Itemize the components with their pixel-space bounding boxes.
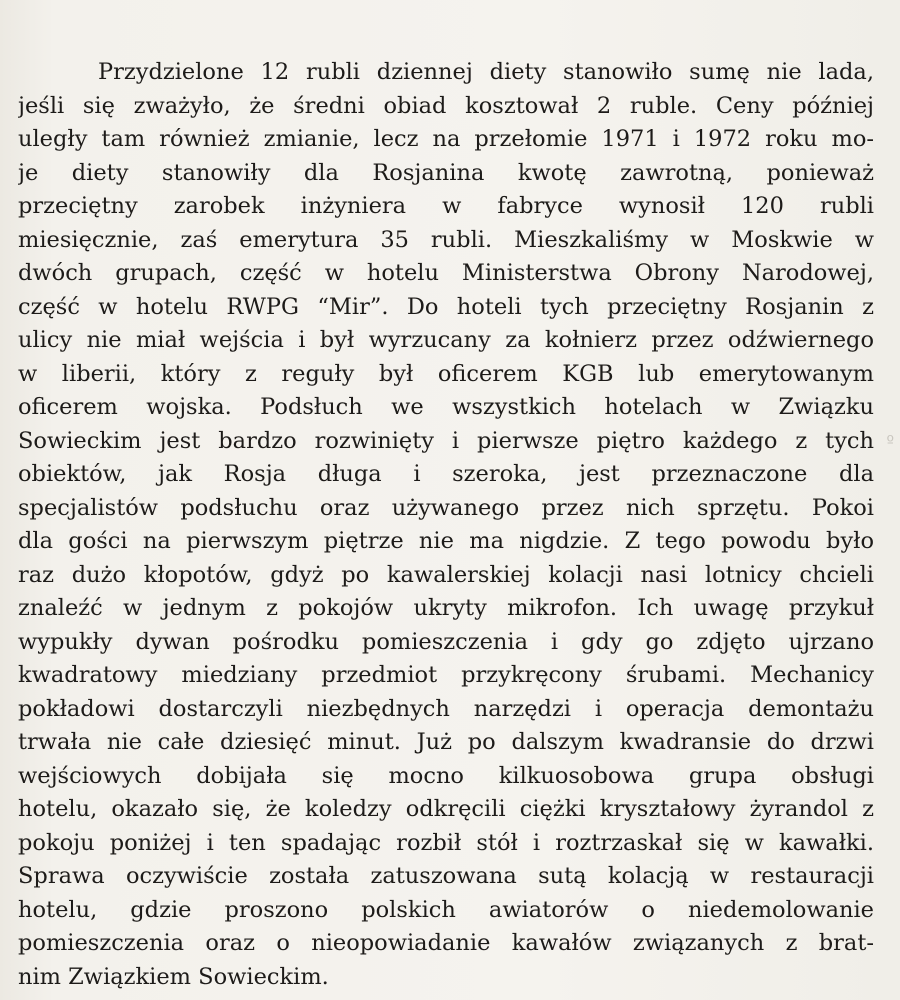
paragraph-line: uległy tam również zmianie, lecz na przełomie 1971 i 1972 roku mo- xyxy=(18,126,874,152)
paragraph-line: wypukły dywan pośrodku pomieszczenia i gdy go zdjęto ujrzano xyxy=(18,628,874,655)
paragraph-line: dwóch grupach, część w hotelu Ministerstwa Obrony Narodowej, xyxy=(18,260,874,286)
paragraph-line: oficerem wojska. Podsłuch we wszystkich hotelach w Związku xyxy=(18,394,874,420)
paragraph-line: miesięcznie, zaś emerytura 35 rubli. Mieszkaliśmy w Moskwie w xyxy=(18,226,874,253)
paragraph-line: trwała nie całe dziesięć minut. Już po dalszym kwadransie do drzwi xyxy=(18,729,874,755)
paragraph-line: dla gości na pierwszym piętrze nie ma nigdzie. Z tego powodu było xyxy=(18,528,874,554)
paragraph-line: przeciętny zarobek inżyniera w fabryce wynosił 120 rubli xyxy=(18,193,874,219)
paragraph-line: je diety stanowiły dla Rosjanina kwotę zawrotną, ponieważ xyxy=(18,159,874,186)
paragraph-line: jeśli się zważyło, że średni obiad kosztował 2 ruble. Ceny później xyxy=(18,92,874,119)
text-column xyxy=(18,56,874,994)
paragraph-line: część w hotelu RWPG “Mir”. Do hoteli tych przeciętny Rosjanin z xyxy=(18,293,874,320)
paragraph-line: obiektów, jak Rosja długa i szeroka, jest przeznaczone dla xyxy=(18,461,874,487)
paragraph-line: raz dużo kłopotów, gdyż po kawalerskiej kolacji nasi lotnicy chcieli xyxy=(18,561,874,588)
paragraph-line: hotelu, okazało się, że koledzy odkręcili ciężki kryształowy żyrandol z xyxy=(18,796,874,822)
paragraph-line: Sowieckim jest bardzo rozwinięty i pierwsze piętro każdego z tych xyxy=(18,427,874,454)
margin-mark: º xyxy=(886,432,894,451)
paragraph-line: Sprawa oczywiście została zatuszowana sutą kolacją w restauracji xyxy=(18,863,874,889)
paragraph-line: pokładowi dostarczyli niezbędnych narzędzi i operacja demontażu xyxy=(18,695,874,722)
paragraph-line: ulicy nie miał wejścia i był wyrzucany za kołnierz przez odźwiernego xyxy=(18,327,874,353)
paragraph-line: kwadratowy miedziany przedmiot przykręcony śrubami. Mechanicy xyxy=(18,662,874,688)
paragraph-line: pokoju poniżej i ten spadając rozbił stół i roztrzaskał się w kawałki. xyxy=(18,829,874,856)
paragraph-line: znaleźć w jednym z pokojów ukryty mikrofon. Ich uwagę przykuł xyxy=(18,595,874,621)
paragraph-last-line: nim Związkiem Sowieckim. xyxy=(18,963,329,990)
paragraph-line: w liberii, który z reguły był oficerem KGB lub emerytowanym xyxy=(18,360,874,387)
paragraph-line: pomieszczenia oraz o nieopowiadanie kawałów związanych z brat- xyxy=(18,930,874,956)
paragraph-line: Przydzielone 12 rubli dziennej diety stanowiło sumę nie lada, xyxy=(98,59,874,85)
paragraph-line: hotelu, gdzie proszono polskich awiatorów o niedemolowanie xyxy=(18,896,874,923)
paragraph-line: wejściowych dobijała się mocno kilkuosobowa grupa obsługi xyxy=(18,762,874,789)
paragraph-line: specjalistów podsłuchu oraz używanego przez nich sprzętu. Pokoi xyxy=(18,494,874,521)
